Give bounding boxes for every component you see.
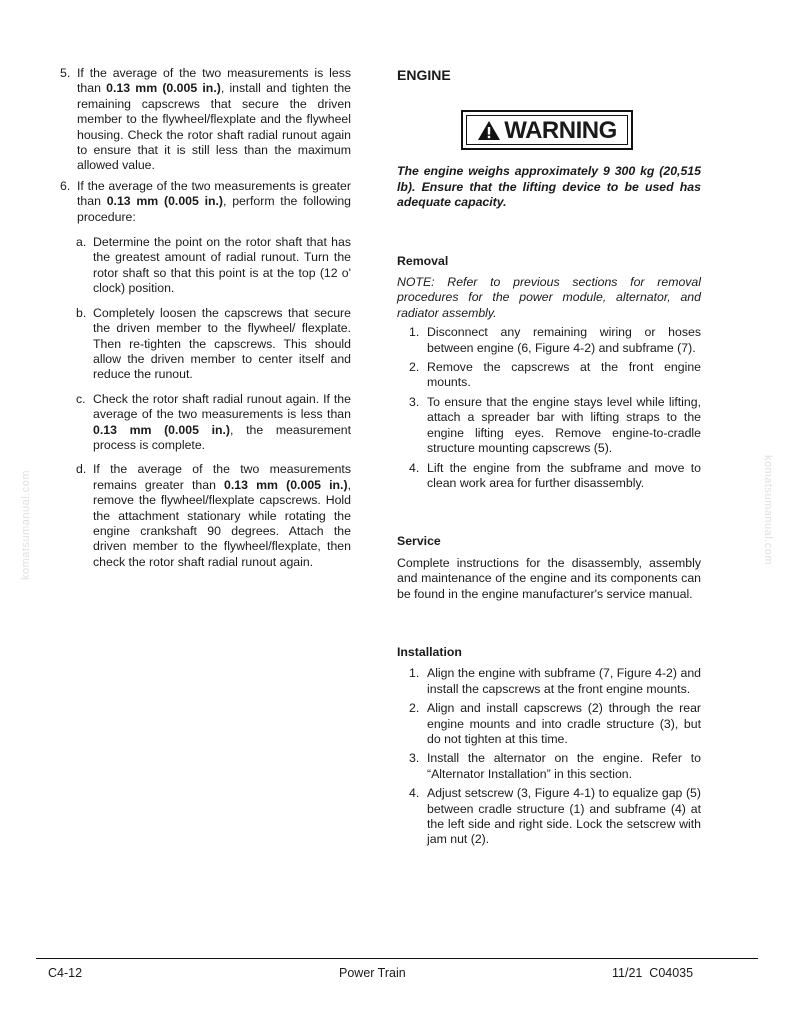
footer-page-number: C4-12 <box>48 966 83 980</box>
substep-d: d. If the average of the two measurements remains greater than 0.13 mm (0.005 in.), remove the flywheel/flexplate capscrews. Hold the attachment stationary while rotating the engine crankshaft 90 degrees. Attach the driven member to the flywheel/flexplate, then check the rotor shaft radial runout again. <box>76 462 351 569</box>
footer-section: Power Train <box>339 966 406 980</box>
warning-label-box <box>461 110 633 150</box>
removal-step-1: 1. Disconnect any remaining wiring or hoses between engine (6, Figure 4-2) and subframe (7). <box>409 325 701 355</box>
installation-step-3: 3. Install the alternator on the engine. Refer to “Alternator Installation” in this section. <box>409 751 701 781</box>
installation-step-2: 2. Align and install capscrews (2) through the rear engine mounts and into cradle structure (3), but do not tighten at this time. <box>409 701 701 746</box>
footer-divider <box>36 958 758 959</box>
installation-step-1: 1. Align the engine with subframe (7, Figure 4-2) and install the capscrews at the front engine mounts. <box>409 666 701 696</box>
removal-step-2: 2. Remove the capscrews at the front engine mounts. <box>409 360 701 390</box>
removal-step-3: 3. To ensure that the engine stays level while lifting, attach a spreader bar with lifting straps to the engine lifting eyes. Remove engine-to-cradle structure mounting capscrews (5). <box>409 394 701 456</box>
service-heading: Service <box>397 534 441 549</box>
watermark-left: komatsumanual.com <box>20 470 32 580</box>
step-5: 5. If the average of the two measurements is less than 0.13 mm (0.005 in.), install and tighten the remaining capscrews that secure the driven member to the flywheel/flexplate and the flywheel housing. Check the rotor shaft radial runout again to ensure that it is still less than the maximum allowed value. <box>60 66 352 173</box>
installation-heading: Installation <box>397 644 462 659</box>
footer-code: 11/21 C04035 <box>612 966 694 980</box>
section-heading: ENGINE <box>397 67 451 83</box>
warning-label: WARNING <box>504 116 617 144</box>
installation-step-4: 4. Adjust setscrew (3, Figure 4-1) to equalize gap (5) between cradle structure (1) and subframe (4) at the left side and right side. Lock the setscrew with jam nut (2). <box>409 786 701 847</box>
step-6: 6. If the average of the two measurements is greater than 0.13 mm (0.005 in.), perform the following procedure: <box>60 178 351 224</box>
watermark-right: komatsumanual.com <box>762 455 774 565</box>
left-column <box>60 66 351 579</box>
removal-heading: Removal <box>397 253 449 268</box>
substep-b: b. Completely loosen the capscrews that secure the driven member to the flywheel/ flexplate. Then re-tighten the capscrews. This should allow the driven member to center itself and reduce the runout. <box>76 305 351 382</box>
warning-text: The engine weighs approximately 9 300 kg (20,515 lb). Ensure that the lifting device to be used has adequate capacity. <box>397 164 701 210</box>
warning-triangle-icon <box>477 120 501 141</box>
service-text: Complete instructions for the disassembly, assembly and maintenance of the engine and its components can be found in the engine manufacturer's service manual. <box>397 555 701 601</box>
substep-a: a. Determine the point on the rotor shaft that has the greatest amount of radial runout. Turn the rotor shaft so that this point is at the top (12 o' clock) position. <box>76 235 351 296</box>
removal-step-4: 4. Lift the engine from the subframe and move to clean work area for further disassembly. <box>409 460 701 490</box>
removal-note: NOTE: Refer to previous sections for removal procedures for the power module, alternator, and radiator assembly. <box>397 275 701 320</box>
right-column <box>397 66 701 852</box>
substep-c: c. Check the rotor shaft radial runout again. If the average of the two measurements is less than 0.13 mm (0.005 in.), the measurement process is complete. <box>76 391 351 452</box>
